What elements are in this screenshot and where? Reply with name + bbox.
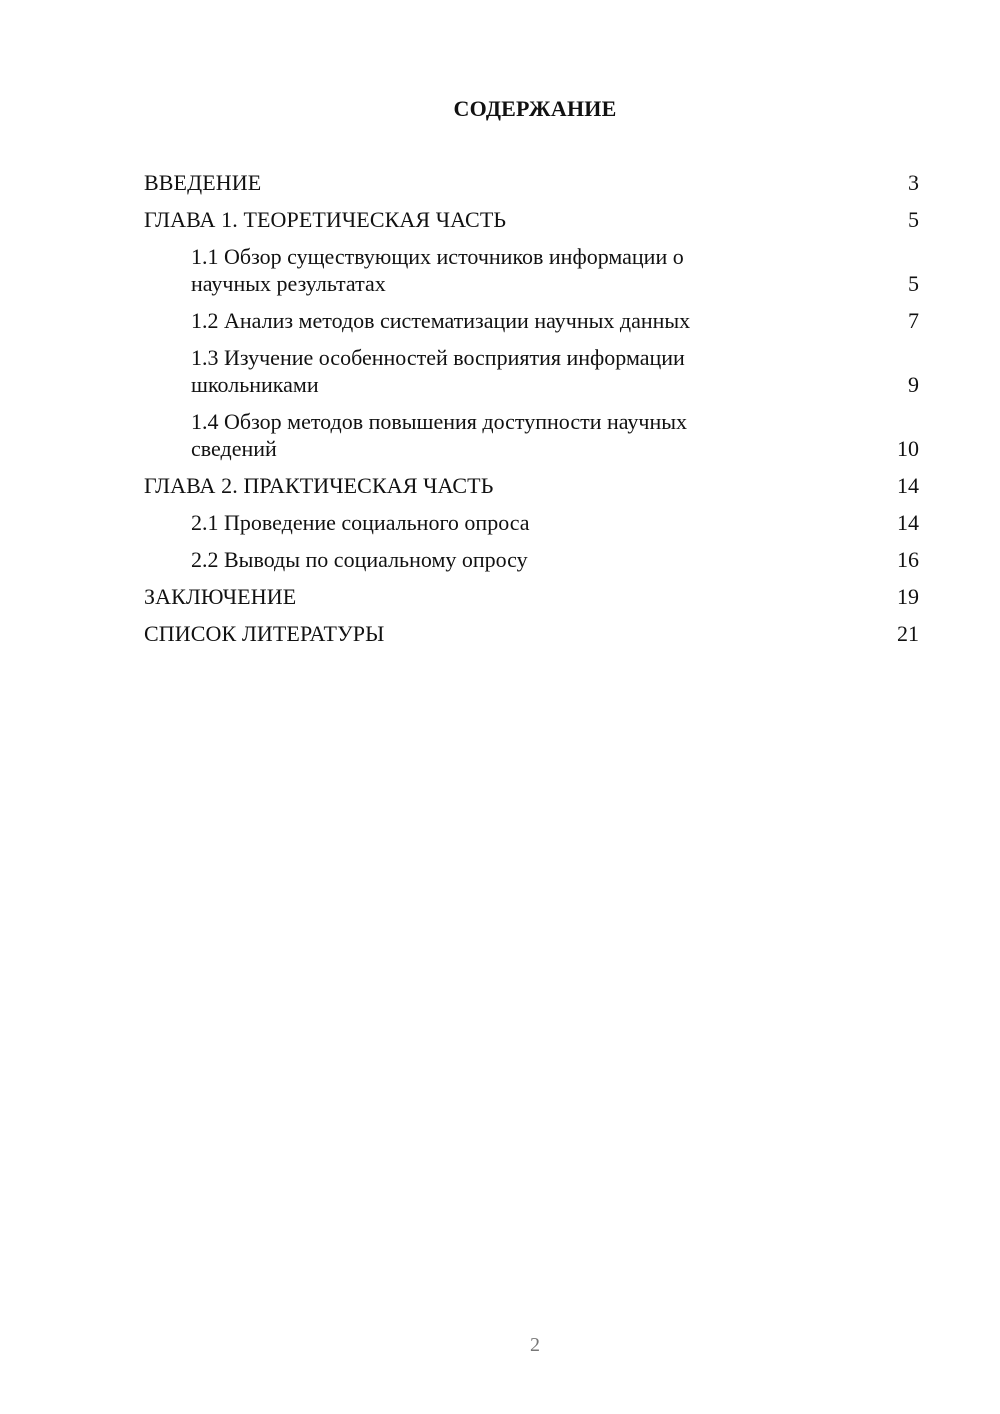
- toc-entry: [144, 206, 919, 233]
- toc-entry-page: 21: [897, 621, 919, 646]
- toc-subentry: [144, 243, 919, 297]
- toc-entry-title: ГЛАВА 2. ПРАКТИЧЕСКАЯ ЧАСТЬ: [144, 473, 494, 498]
- toc-heading: СОДЕРЖАНИЕ: [453, 96, 617, 121]
- toc-entry-title: 1.2 Анализ методов систематизации научных данных: [191, 308, 691, 333]
- toc-entry-page: 14: [897, 473, 919, 498]
- page-number: 2: [530, 1334, 540, 1356]
- toc-entry-page: 19: [897, 584, 919, 609]
- toc-entry-title: 2.2 Выводы по социальному опросу: [191, 547, 528, 572]
- toc-entry-page: 14: [897, 510, 919, 535]
- toc-entry-page: 5: [908, 271, 919, 296]
- table-of-contents: [144, 169, 919, 657]
- toc-entry: [144, 583, 919, 610]
- toc-entry-page: 10: [897, 436, 919, 461]
- toc-entry-title: ГЛАВА 1. ТЕОРЕТИЧЕСКАЯ ЧАСТЬ: [144, 207, 507, 232]
- toc-entry-page: 3: [908, 170, 919, 195]
- toc-entry: [144, 472, 919, 499]
- toc-subentry: [144, 509, 919, 536]
- toc-entry-title: 1.3 Изучение особенностей восприятия информации школьниками: [191, 345, 685, 397]
- toc-subentry: [144, 344, 919, 398]
- toc-subentry: [144, 408, 919, 462]
- toc-entry-title: 2.1 Проведение социального опроса: [191, 510, 530, 535]
- toc-entry-title: 1.4 Обзор методов повышения доступности научных сведений: [191, 409, 688, 461]
- toc-entry-title: ВВЕДЕНИЕ: [144, 170, 262, 195]
- toc-entry-title: 1.1 Обзор существующих источников информации о научных результатах: [191, 244, 684, 296]
- toc-entry-title: ЗАКЛЮЧЕНИЕ: [144, 584, 297, 609]
- toc-entry-title: СПИСОК ЛИТЕРАТУРЫ: [144, 621, 385, 646]
- toc-subentry: [144, 307, 919, 334]
- toc-entry: [144, 169, 919, 196]
- toc-entry-page: 16: [897, 547, 919, 572]
- toc-entry: [144, 620, 919, 647]
- toc-entry-page: 9: [908, 372, 919, 397]
- toc-entry-page: 5: [908, 207, 919, 232]
- toc-entry-page: 7: [908, 308, 919, 333]
- toc-subentry: [144, 546, 919, 573]
